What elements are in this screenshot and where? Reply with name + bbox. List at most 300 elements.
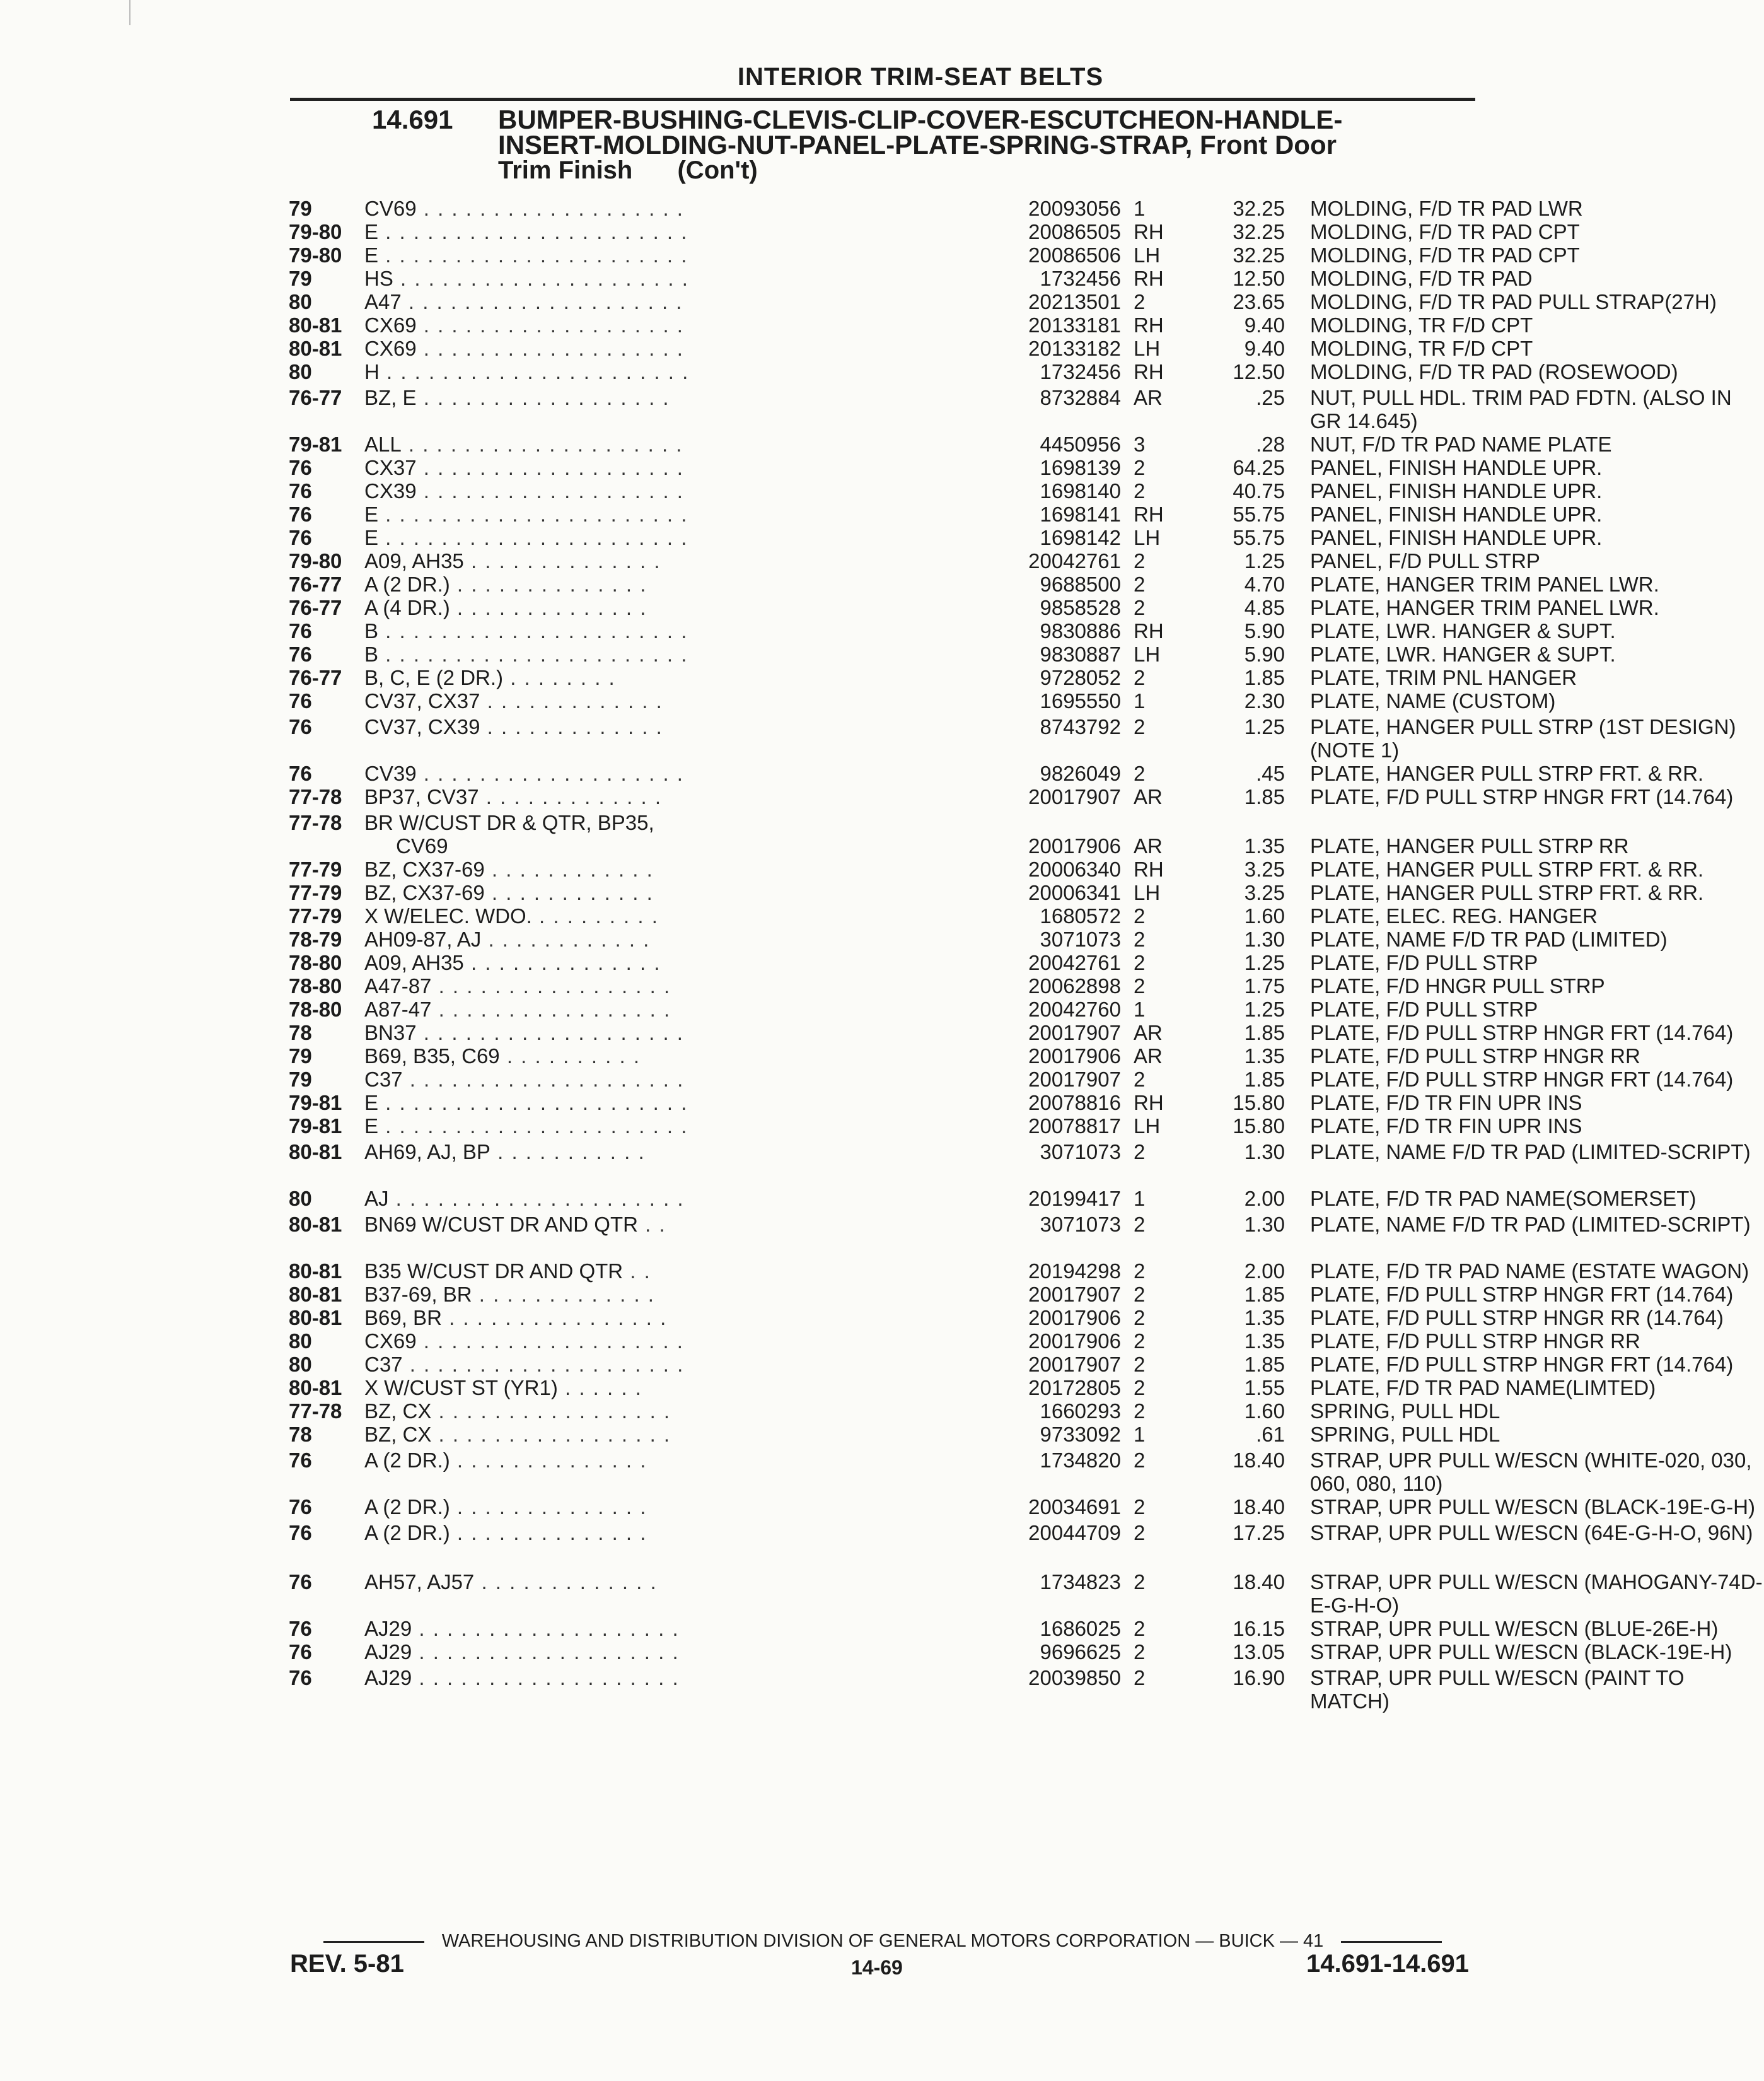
quantity: AR	[1134, 386, 1163, 409]
model-year: 79-80	[289, 220, 342, 243]
part-number: 20213501	[1028, 290, 1121, 313]
dot-leader: . . . . . . . . . . . . . . . . . .	[416, 386, 670, 409]
price: 1.60	[1244, 1399, 1285, 1423]
part-description: PLATE, HANGER PULL STRP FRT. & RR.	[1310, 858, 1704, 881]
quantity: RH	[1134, 267, 1164, 290]
quantity: 1	[1134, 1187, 1146, 1210]
parts-row	[289, 549, 1540, 573]
model-year: 76-77	[289, 596, 342, 619]
page-header	[290, 63, 1475, 101]
price: 55.75	[1233, 526, 1285, 549]
parts-row	[289, 1329, 1640, 1353]
dot-leader: . . . . . . . . . . . . . .	[450, 596, 647, 619]
dot-leader: . . . . . . . . . . . .	[484, 858, 654, 881]
part-number: 20078817	[1028, 1114, 1121, 1138]
parts-row	[289, 433, 1612, 456]
dot-leader: . .	[623, 1259, 651, 1283]
part-number: 20017906	[1028, 1306, 1121, 1329]
part-description: PLATE, F/D TR FIN UPR INS	[1310, 1091, 1582, 1114]
part-number: 9688500	[1040, 573, 1121, 596]
price: 1.25	[1244, 998, 1285, 1021]
model-year: 77-78	[289, 1399, 342, 1423]
parts-row	[289, 360, 1678, 383]
part-description: STRAP, UPR PULL W/ESCN (BLUE-26E-H)	[1310, 1617, 1719, 1640]
quantity: LH	[1134, 337, 1161, 360]
parts-row	[289, 1617, 1719, 1640]
price: 16.90	[1233, 1666, 1285, 1689]
model-code: C37	[364, 1353, 403, 1376]
parts-row	[289, 811, 1629, 858]
model-year: 79-81	[289, 433, 342, 456]
parts-row	[289, 1091, 1582, 1114]
quantity: 2	[1134, 1666, 1146, 1689]
price: 1.35	[1244, 1306, 1285, 1329]
parts-row	[289, 573, 1659, 596]
model-code: E	[364, 503, 379, 526]
quantity: 1	[1134, 689, 1146, 713]
parts-row	[289, 1570, 1763, 1617]
dot-leader: . . . . . . . . . . . . .	[480, 715, 663, 738]
model-code: C37	[364, 1068, 403, 1091]
part-description: PLATE, LWR. HANGER & SUPT.	[1310, 619, 1616, 643]
quantity: 2	[1134, 1259, 1146, 1283]
model-year: 78	[289, 1423, 312, 1446]
dot-leader: . . . . . . . . . .	[499, 1044, 641, 1068]
model-year: 76	[289, 643, 312, 666]
parts-row	[289, 1068, 1734, 1091]
dot-leader: . . . . . . . . . . . .	[484, 881, 654, 904]
price: 2.00	[1244, 1187, 1285, 1210]
price: 15.80	[1233, 1114, 1285, 1138]
model-year: 80	[289, 1353, 312, 1376]
price: 15.80	[1233, 1091, 1285, 1114]
part-description: STRAP, UPR PULL W/ESCN (BLACK-19E-H)	[1310, 1640, 1732, 1664]
quantity: 2	[1134, 1306, 1146, 1329]
dot-leader: . . . . . . . . . . . . . . . . . . . . . .	[378, 1114, 688, 1138]
part-number: 4450956	[1040, 433, 1121, 456]
part-description: PLATE, TRIM PNL HANGER	[1310, 666, 1577, 689]
price: 9.40	[1244, 337, 1285, 360]
price: 18.40	[1233, 1495, 1285, 1518]
model-code: CX39	[364, 479, 417, 503]
part-description: PLATE, F/D PULL STRP	[1310, 998, 1538, 1021]
quantity: 2	[1134, 1140, 1146, 1163]
part-number: 1680572	[1040, 904, 1121, 928]
model-code: A09, AH35	[364, 951, 464, 974]
part-description: PLATE, LWR. HANGER & SUPT.	[1310, 643, 1616, 666]
model-year: 80	[289, 290, 312, 313]
price: 1.85	[1244, 1021, 1285, 1044]
parts-row	[289, 785, 1734, 808]
price: 1.85	[1244, 1283, 1285, 1306]
parts-row	[289, 1495, 1755, 1518]
price: 3.25	[1244, 881, 1285, 904]
parts-row	[289, 479, 1603, 503]
price: 64.25	[1233, 456, 1285, 479]
quantity: 2	[1134, 1617, 1146, 1640]
model-year: 76	[289, 689, 312, 713]
part-number: 20034691	[1028, 1495, 1121, 1518]
dot-leader: . . . . . . . . . . .	[490, 1140, 646, 1163]
model-code: B69, B35, C69	[364, 1044, 500, 1068]
part-description: PLATE, F/D PULL STRP HNGR RR (14.764)	[1310, 1306, 1724, 1329]
part-description: MOLDING, F/D TR PAD LWR	[1310, 197, 1583, 220]
quantity: 3	[1134, 433, 1146, 456]
model-year: 80-81	[289, 1376, 342, 1399]
model-year: 76	[289, 1521, 312, 1544]
parts-row	[289, 1521, 1753, 1568]
quantity: LH	[1134, 643, 1161, 666]
model-year: 77-78	[289, 785, 342, 808]
parts-row	[289, 1353, 1734, 1376]
dot-leader: . . . . . . . . . . . . .	[480, 689, 663, 713]
group-subtitle	[498, 158, 1444, 183]
quantity: AR	[1134, 785, 1163, 808]
price: 1.55	[1244, 1376, 1285, 1399]
part-number: 20017907	[1028, 1021, 1121, 1044]
parts-row	[289, 197, 1583, 220]
parts-row	[289, 243, 1580, 267]
price: .25	[1256, 386, 1285, 409]
model-year: 80-81	[289, 1140, 342, 1163]
model-year: 76	[289, 526, 312, 549]
model-year: 78-80	[289, 998, 342, 1021]
dot-leader: . . . . . . . . . . . . . . . . .	[431, 1399, 671, 1423]
price: 13.05	[1233, 1640, 1285, 1664]
dot-leader: . . . . . . . . . . . . . . . . . . . . .	[388, 1187, 685, 1210]
part-description: PANEL, FINISH HANDLE UPR.	[1310, 479, 1603, 503]
parts-row	[289, 1423, 1500, 1446]
model-year: 77-78	[289, 811, 342, 834]
part-description: MOLDING, F/D TR PAD CPT	[1310, 220, 1580, 243]
model-code: B69, BR	[364, 1306, 442, 1329]
part-description: PLATE, F/D TR PAD NAME (ESTATE WAGON)	[1310, 1259, 1749, 1283]
part-number: 9728052	[1040, 666, 1121, 689]
price: .61	[1256, 1423, 1285, 1446]
price: 32.25	[1233, 243, 1285, 267]
dot-leader: . . . . . . . . . . . . . . . . . . . . . .	[378, 1091, 688, 1114]
part-description: MOLDING, F/D TR PAD PULL STRAP(27H)	[1310, 290, 1717, 313]
parts-row	[289, 267, 1533, 290]
quantity: LH	[1134, 243, 1161, 267]
dot-leader: . . . . . . . . . . . . . .	[450, 1449, 647, 1472]
parts-row	[289, 762, 1704, 785]
model-code: ALL	[364, 433, 402, 456]
price: 1.85	[1244, 785, 1285, 808]
price: 32.25	[1233, 220, 1285, 243]
part-description: STRAP, UPR PULL W/ESCN (PAINT TO MATCH)	[1310, 1666, 1690, 1713]
quantity: 2	[1134, 1521, 1146, 1544]
part-description: PLATE, NAME F/D TR PAD (LIMITED)	[1310, 928, 1668, 951]
quantity: 2	[1134, 549, 1146, 573]
dot-leader: . . . . . . . . .	[531, 904, 659, 928]
part-description: MOLDING, F/D TR PAD (ROSEWOOD)	[1310, 360, 1678, 383]
part-description: PLATE, HANGER PULL STRP (1ST DESIGN) (NOTE 1)	[1310, 715, 1742, 762]
model-code: HS	[364, 267, 393, 290]
model-code: B37-69, BR	[364, 1283, 472, 1306]
part-description: PLATE, F/D PULL STRP HNGR FRT (14.764)	[1310, 785, 1734, 808]
price: 55.75	[1233, 503, 1285, 526]
model-year: 80-81	[289, 1306, 342, 1329]
model-year: 77-79	[289, 858, 342, 881]
price: 18.40	[1233, 1449, 1285, 1472]
model-code: AJ29	[364, 1666, 412, 1689]
price: 3.25	[1244, 858, 1285, 881]
model-code: E	[364, 1091, 379, 1114]
model-year: 80	[289, 1187, 312, 1210]
part-number: 9733092	[1040, 1423, 1121, 1446]
model-year: 79	[289, 1068, 312, 1091]
model-code: BZ, CX	[364, 1423, 432, 1446]
group-title: BUMPER-BUSHING-CLEVIS-CLIP-COVER-ESCUTCHEON-HANDLE-INSERT-MOLDING-NUT-PANEL-PLATE-SPRING-STRAP, Front Door	[498, 105, 1343, 160]
parts-row	[289, 503, 1603, 526]
quantity: 2	[1134, 1329, 1146, 1353]
model-code: CX69	[364, 337, 417, 360]
part-description: PANEL, F/D PULL STRP	[1310, 549, 1540, 573]
price: 17.25	[1233, 1521, 1285, 1544]
model-code: X W/CUST ST (YR1)	[364, 1376, 558, 1399]
model-year: 80-81	[289, 1213, 342, 1236]
price: 9.40	[1244, 313, 1285, 337]
dot-leader: . .	[637, 1213, 666, 1236]
revision-label: REV. 5-81	[290, 1950, 404, 1978]
part-description: PLATE, NAME F/D TR PAD (LIMITED-SCRIPT)	[1310, 1140, 1751, 1163]
quantity: 2	[1134, 1283, 1146, 1306]
model-year: 80	[289, 360, 312, 383]
footer-division-line	[290, 1931, 1475, 1952]
parts-row	[289, 928, 1668, 951]
price: 16.15	[1233, 1617, 1285, 1640]
part-number: 1732456	[1040, 267, 1121, 290]
price: 4.85	[1244, 596, 1285, 619]
header-rule	[290, 98, 1475, 101]
dot-leader: . . . . . . . . . . . . . . . . . . .	[416, 479, 684, 503]
price: 1.85	[1244, 1068, 1285, 1091]
quantity: 2	[1134, 1495, 1146, 1518]
model-year: 76	[289, 1495, 312, 1518]
part-description: PLATE, HANGER TRIM PANEL LWR.	[1310, 596, 1659, 619]
dot-leader: . . . . . . . . . . . . .	[479, 785, 663, 808]
parts-row	[289, 715, 1742, 762]
parts-row	[289, 1187, 1697, 1210]
part-number: 8732884	[1040, 386, 1121, 409]
parts-row	[289, 456, 1603, 479]
model-code: E	[364, 243, 379, 267]
part-number: 1734823	[1040, 1570, 1121, 1594]
parts-row	[289, 1666, 1690, 1713]
part-description: PLATE, F/D PULL STRP	[1310, 951, 1538, 974]
model-year: 80-81	[289, 1283, 342, 1306]
dot-leader: . . . . . . . . . . . . . . . . . . .	[416, 197, 684, 220]
quantity: RH	[1134, 858, 1164, 881]
dot-leader: . . . . . . . . . . . . . . . . . . . . . .	[378, 503, 688, 526]
parts-row	[289, 1306, 1724, 1329]
quantity: LH	[1134, 526, 1161, 549]
price: 1.60	[1244, 904, 1285, 928]
part-number: 1698142	[1040, 526, 1121, 549]
dot-leader: . . . . . . . . . . . .	[481, 928, 651, 951]
price: 12.50	[1233, 267, 1285, 290]
quantity: RH	[1134, 619, 1164, 643]
dot-leader: . . . . . . . . . . . . . . . . . . . .	[402, 1068, 685, 1091]
dot-leader: . . . . . . . . . . . . . .	[450, 1521, 647, 1544]
model-year: 79-80	[289, 243, 342, 267]
part-number: 9830887	[1040, 643, 1121, 666]
parts-row	[289, 1640, 1732, 1664]
part-description: PLATE, HANGER PULL STRP FRT. & RR.	[1310, 881, 1704, 904]
parts-row	[289, 1114, 1582, 1138]
dot-leader: . . . . . . . . . . . . . .	[463, 549, 661, 573]
part-number: 1695550	[1040, 689, 1121, 713]
model-code: CV69	[364, 197, 417, 220]
model-year: 76	[289, 1617, 312, 1640]
parts-row	[289, 998, 1538, 1021]
parts-row	[289, 1259, 1749, 1283]
model-code: BP37, CV37	[364, 785, 479, 808]
model-year: 76	[289, 1449, 312, 1472]
quantity: 2	[1134, 715, 1146, 738]
quantity: AR	[1134, 1044, 1163, 1068]
part-description: PLATE, ELEC. REG. HANGER	[1310, 904, 1598, 928]
quantity: LH	[1134, 1114, 1161, 1138]
part-number: 20078816	[1028, 1091, 1121, 1114]
model-code: BZ, E	[364, 386, 417, 409]
price: 4.70	[1244, 573, 1285, 596]
price: 1.25	[1244, 715, 1285, 738]
part-number: 20042761	[1028, 951, 1121, 974]
part-number: 1698140	[1040, 479, 1121, 503]
dot-leader: . . . . . . . . . . . . . . . .	[441, 1306, 668, 1329]
model-year: 76	[289, 1640, 312, 1664]
dot-leader: . . . . . . . . . . . . . . . . . . .	[416, 1021, 684, 1044]
part-number: 20133181	[1028, 313, 1121, 337]
part-number: 1734820	[1040, 1449, 1121, 1472]
part-number: 3071073	[1040, 1140, 1121, 1163]
price: 1.35	[1244, 1329, 1285, 1353]
part-number: 3071073	[1040, 928, 1121, 951]
model-year: 78-80	[289, 974, 342, 998]
part-number: 9858528	[1040, 596, 1121, 619]
footer-division: WAREHOUSING AND DISTRIBUTION DIVISION OF GENERAL MOTORS CORPORATION — BUICK — 41	[441, 1931, 1324, 1951]
dot-leader: . . . . . . . . . . . . . . . . . . .	[416, 337, 684, 360]
part-description: STRAP, UPR PULL W/ESCN (MAHOGANY-74D-E-G-H-O)	[1310, 1570, 1763, 1617]
price: 1.25	[1244, 951, 1285, 974]
part-description: STRAP, UPR PULL W/ESCN (64E-G-H-O, 96N)	[1310, 1521, 1753, 1544]
quantity: 2	[1134, 456, 1146, 479]
dot-leader: . . . . . . . .	[503, 666, 616, 689]
dot-leader: . . . . . . . . . . . . . . . . . . .	[416, 456, 684, 479]
part-number: 9826049	[1040, 762, 1121, 785]
parts-row	[289, 1213, 1751, 1259]
parts-row	[289, 689, 1556, 713]
model-year: 79-81	[289, 1114, 342, 1138]
dot-leader: . . . . . . . . . . . . . .	[450, 1495, 647, 1518]
model-code: A47-87	[364, 974, 432, 998]
part-description: PLATE, F/D PULL STRP HNGR FRT (14.764)	[1310, 1283, 1734, 1306]
model-code: A (4 DR.)	[364, 596, 450, 619]
part-number: 20017907	[1028, 785, 1121, 808]
model-code: E	[364, 1114, 379, 1138]
model-year: 78-80	[289, 951, 342, 974]
parts-row	[289, 951, 1538, 974]
model-year: 76-77	[289, 386, 342, 409]
model-code: BZ, CX37-69	[364, 881, 485, 904]
parts-row	[289, 904, 1598, 928]
part-number: 1732456	[1040, 360, 1121, 383]
part-description: PANEL, FINISH HANDLE UPR.	[1310, 456, 1603, 479]
model-code: A (2 DR.)	[364, 573, 450, 596]
model-year: 79	[289, 267, 312, 290]
model-code: BZ, CX37-69	[364, 858, 485, 881]
part-description: MOLDING, TR F/D CPT	[1310, 313, 1533, 337]
model-code: BN69 W/CUST DR AND QTR	[364, 1213, 638, 1236]
price: 18.40	[1233, 1570, 1285, 1594]
part-number: 20086505	[1028, 220, 1121, 243]
section-title: INTERIOR TRIM-SEAT BELTS	[737, 63, 1104, 91]
part-number: 8743792	[1040, 715, 1121, 738]
quantity: 2	[1134, 1353, 1146, 1376]
dot-leader: . . . . . . . . . . . . . . . . . . . .	[401, 433, 683, 456]
model-code: AJ29	[364, 1640, 412, 1664]
dot-leader: . . . . . . . . . . . . . . . . . . .	[416, 313, 684, 337]
quantity: AR	[1134, 834, 1163, 858]
model-code: A (2 DR.)	[364, 1521, 450, 1544]
price: 1.75	[1244, 974, 1285, 998]
model-code: H	[364, 360, 380, 383]
part-number: 20042760	[1028, 998, 1121, 1021]
part-description: MOLDING, TR F/D CPT	[1310, 337, 1533, 360]
part-number: 20017906	[1028, 1044, 1121, 1068]
parts-row	[289, 290, 1717, 313]
model-year: 76-77	[289, 666, 342, 689]
model-code: CV37, CX37	[364, 689, 480, 713]
dot-leader: . . . . . . . . . . . . . . . . . . .	[412, 1666, 680, 1689]
quantity: RH	[1134, 503, 1164, 526]
model-code: B35 W/CUST DR AND QTR	[364, 1259, 624, 1283]
model-code: B	[364, 619, 379, 643]
group-title-block	[498, 107, 1444, 183]
part-description: PLATE, HANGER TRIM PANEL LWR.	[1310, 573, 1659, 596]
part-number: 9696625	[1040, 1640, 1121, 1664]
parts-row	[289, 1283, 1734, 1306]
dot-leader: . . . . . . . . . . . . . . . . . . . . . .	[378, 243, 688, 267]
price: 12.50	[1233, 360, 1285, 383]
quantity: 1	[1134, 998, 1146, 1021]
part-description: SPRING, PULL HDL	[1310, 1423, 1500, 1446]
dot-leader: . . . . . . . . . . . . . . . . . . . . . .	[378, 220, 688, 243]
part-description: NUT, F/D TR PAD NAME PLATE	[1310, 433, 1612, 456]
margin-mark	[129, 0, 131, 25]
parts-row	[289, 858, 1704, 881]
part-number: 20199417	[1028, 1187, 1121, 1210]
model-year: 79-80	[289, 549, 342, 573]
model-year: 76	[289, 1666, 312, 1689]
dot-leader: . . . . . . . . . . . . . . . . .	[431, 1423, 671, 1446]
parts-row	[289, 1449, 1758, 1495]
dot-leader: . . . . . . . . . . . . . . . . . . . . . .	[378, 619, 688, 643]
dot-leader: . . . . . . . . . . . . . . . . .	[431, 998, 671, 1021]
group-range: 14.691-14.691	[1306, 1950, 1469, 1978]
parts-row	[289, 1044, 1640, 1068]
footer-rule-right	[1341, 1941, 1442, 1943]
quantity: 2	[1134, 1213, 1146, 1236]
dot-leader: . . . . . . . . . . . . .	[474, 1570, 658, 1594]
quantity: 2	[1134, 904, 1146, 928]
group-number: 14.691	[372, 105, 453, 134]
part-description: PLATE, F/D PULL STRP HNGR FRT (14.764)	[1310, 1068, 1734, 1091]
model-year: 79-81	[289, 1091, 342, 1114]
part-number: 20086506	[1028, 243, 1121, 267]
